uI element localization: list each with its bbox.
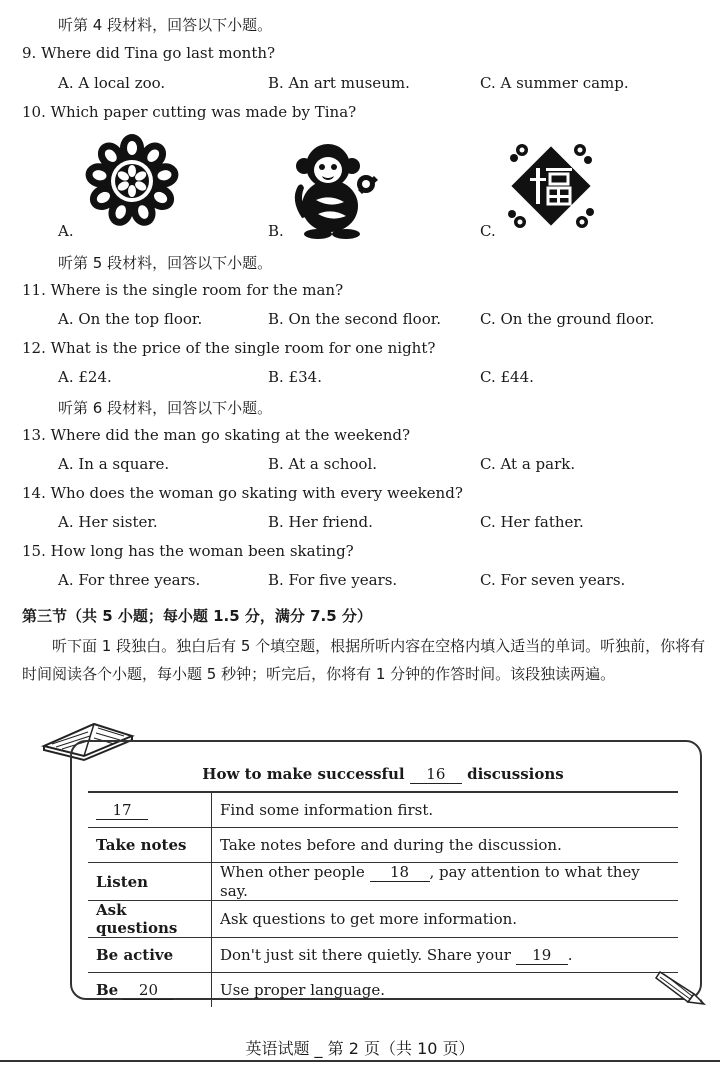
q11-text: 11. Where is the single room for the man? bbox=[22, 281, 344, 299]
part3-instructions: 听下面 1 段独白。独白后有 5 个填空题，根据所听内容在空格内填入适当的单词。听独前，你将有时间阅读各个小题，每小题 5 秒钟；听完后，你将有 1 分钟的作答时间。该段独读两遍。 bbox=[22, 637, 706, 683]
table-title-text: How to make successful bbox=[202, 764, 405, 783]
row-label: Ask questions bbox=[88, 901, 212, 938]
blank-19: 19 bbox=[516, 946, 568, 965]
blank-18: 18 bbox=[370, 863, 430, 882]
row-text: Take notes before and during the discussion. bbox=[212, 828, 679, 863]
part3-title: 第三节（共 5 小题；每小题 1.5 分，满分 7.5 分） bbox=[22, 607, 372, 625]
q15-option-b: B. For five years. bbox=[268, 571, 398, 589]
paper-cutting-flower-image bbox=[80, 133, 184, 229]
q14-text: 14. Who does the woman go skating with every weekend? bbox=[22, 484, 463, 502]
paper-cutting-fu-character-image bbox=[506, 138, 596, 234]
section6-intro: 听第 6 段材料，回答以下小题。 bbox=[58, 399, 273, 417]
table-row bbox=[88, 828, 678, 863]
q13-option-b: B. At a school. bbox=[268, 455, 378, 473]
q10-option-b: B. bbox=[268, 222, 284, 240]
blank-20: 20 bbox=[123, 981, 173, 1000]
row-label bbox=[88, 973, 212, 1008]
row-text: Use proper language. bbox=[220, 981, 386, 999]
q15-option-a: A. For three years. bbox=[58, 571, 201, 589]
row-text-post: . bbox=[567, 945, 573, 964]
q10-text: 10. Which paper cutting was made by Tina? bbox=[22, 103, 357, 121]
row-label: Take notes bbox=[88, 828, 212, 863]
q12-option-c: C. £44. bbox=[480, 368, 534, 386]
table-row bbox=[88, 938, 678, 973]
row-text: Ask questions to get more information. bbox=[212, 901, 679, 938]
row-label: Be active bbox=[88, 938, 212, 973]
row-text: Find some information first. bbox=[212, 792, 679, 828]
table-row bbox=[88, 863, 678, 901]
paper-cutting-monkey-image bbox=[288, 140, 388, 240]
row-label bbox=[88, 792, 212, 828]
page-footer: 英语试题 _ 第 2 页（共 10 页） bbox=[245, 1039, 475, 1058]
q11-option-b: B. On the second floor. bbox=[268, 310, 442, 328]
row-text bbox=[212, 863, 679, 901]
section5-intro: 听第 5 段材料，回答以下小题。 bbox=[58, 254, 273, 272]
row-label: Listen bbox=[88, 863, 212, 901]
row-text-pre: Don't just sit there quietly. Share your bbox=[220, 945, 511, 964]
blank-16: 16 bbox=[410, 765, 462, 784]
q15-text: 15. How long has the woman been skating? bbox=[22, 542, 354, 560]
q9-option-b: B. An art museum. bbox=[268, 74, 410, 92]
q13-option-a: A. In a square. bbox=[58, 455, 170, 473]
q15-option-c: C. For seven years. bbox=[480, 571, 626, 589]
q13-option-c: C. At a park. bbox=[480, 455, 576, 473]
pencil-icon bbox=[654, 964, 712, 1006]
q14-option-a: A. Her sister. bbox=[58, 513, 158, 531]
table-title-suffix: discussions bbox=[467, 764, 564, 783]
row-label-text: Be bbox=[96, 980, 119, 999]
q14-option-b: B. Her friend. bbox=[268, 513, 373, 531]
notes-table bbox=[88, 757, 678, 1007]
q10-option-c: C. bbox=[480, 222, 496, 240]
table-row bbox=[88, 792, 678, 828]
table-row bbox=[88, 973, 678, 1008]
q11-option-c: C. On the ground floor. bbox=[480, 310, 655, 328]
q14-option-c: C. Her father. bbox=[480, 513, 584, 531]
q10-option-a: A. bbox=[58, 222, 74, 240]
table-row bbox=[88, 901, 678, 938]
q9-option-a: A. A local zoo. bbox=[58, 74, 166, 92]
footer-rule bbox=[0, 1060, 720, 1062]
q13-text: 13. Where did the man go skating at the weekend? bbox=[22, 426, 411, 444]
q9-text: 9. Where did Tina go last month? bbox=[22, 44, 276, 62]
q9-option-c: C. A summer camp. bbox=[480, 74, 629, 92]
row-text bbox=[212, 938, 679, 973]
section4-intro: 听第 4 段材料，回答以下小题。 bbox=[58, 16, 273, 34]
table-title bbox=[88, 757, 678, 792]
q11-option-a: A. On the top floor. bbox=[58, 310, 203, 328]
row-text-post: , pay attention to what they say. bbox=[220, 863, 640, 900]
row-text-pre: When other people bbox=[220, 863, 365, 881]
q12-text: 12. What is the price of the single room for one night? bbox=[22, 339, 436, 357]
q12-option-b: B. £34. bbox=[268, 368, 322, 386]
blank-17: 17 bbox=[96, 801, 148, 820]
q12-option-a: A. £24. bbox=[58, 368, 112, 386]
